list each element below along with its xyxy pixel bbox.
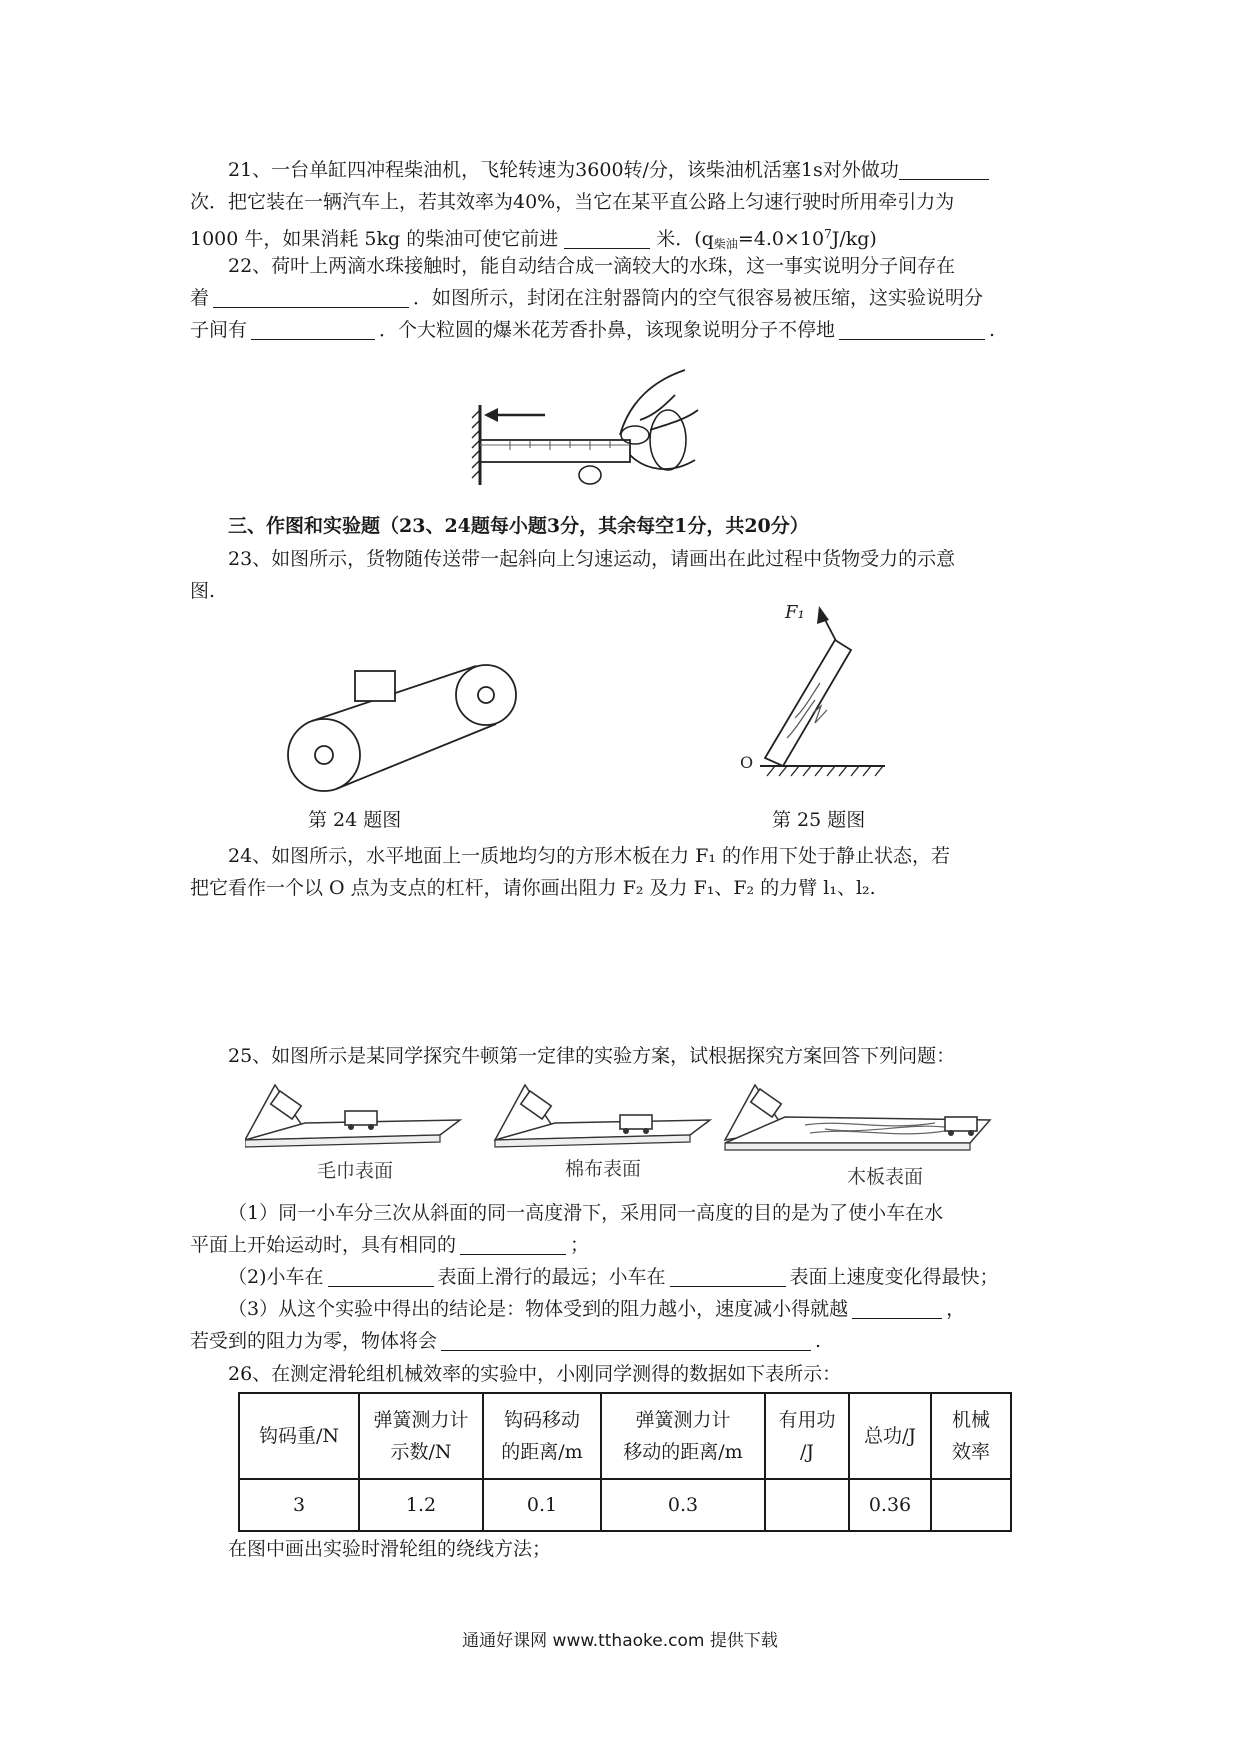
q22-blank2[interactable] <box>251 319 375 340</box>
q22-blank1[interactable] <box>213 287 409 308</box>
q25-p1a: （1）同一小车分三次从斜面的同一高度滑下，采用同一高度的目的是为了使小车在水 <box>228 1202 944 1224</box>
table-header-row <box>239 1393 1011 1479</box>
table-row <box>239 1479 1011 1531</box>
efficiency-data-table <box>238 1392 1012 1532</box>
table-cell: 1.2 <box>359 1479 483 1531</box>
header-cell: 钩码移动 的距离/m <box>483 1393 601 1479</box>
footer: 通通好课网 www.tthaoke.com 提供下载 <box>462 1631 778 1651</box>
q22-line1: 22、荷叶上两滴水珠接触时，能自动结合成一滴较大的水珠，这一事实说明分子间存在 <box>228 255 956 277</box>
q24-line1: 24、如图所示，水平地面上一质地均匀的方形木板在力 F₁ 的作用下处于静止状态，若 <box>228 845 951 867</box>
caption-24: 第 24 题图 <box>308 809 402 831</box>
section3-heading: 三、作图和实验题（23、24题每小题3分，其余每空1分，共20分） <box>228 515 809 537</box>
surface-2-label: 棉布表面 <box>565 1158 642 1180</box>
q25-p1b: 平面上开始运动时，具有相同的 ； <box>190 1234 590 1256</box>
q24-line2: 把它看作一个以 O 点为支点的杠杆，请你画出阻力 F₂ 及力 F₁、F₂ 的力臂 l₁、l₂. <box>190 877 876 899</box>
q25-p3a: （3）从这个实验中得出的结论是：物体受到的阻力越小，速度减小得就越 ， <box>228 1298 966 1320</box>
table-cell-efficiency[interactable] <box>931 1479 1011 1531</box>
q26-intro: 26、在测定滑轮组机械效率的实验中，小刚同学测得的数据如下表所示： <box>228 1363 842 1385</box>
q25-p3c: 若受到的阻力为零，物体将会 . <box>190 1330 822 1352</box>
q25-blank3[interactable] <box>670 1266 786 1287</box>
label-o: O <box>740 753 754 772</box>
table-cell-useful-work[interactable] <box>765 1479 849 1531</box>
q22-line2: 着 ．如图所示，封闭在注射器筒内的空气很容易被压缩，这实验说明分 <box>190 287 984 309</box>
q22-line3: 子间有 ．个大粒圆的爆米花芳香扑鼻，该现象说明分子不停地 . <box>190 319 996 341</box>
q23-line1: 23、如图所示，货物随传送带一起斜向上匀速运动，请画出在此过程中货物受力的示意 <box>228 548 956 570</box>
surface-panel-3 <box>725 1085 990 1188</box>
caption-25: 第 25 题图 <box>772 809 866 831</box>
lever-board-figure <box>725 588 915 788</box>
table-cell: 0.36 <box>849 1479 931 1531</box>
syringe-figure <box>470 360 710 490</box>
header-cell: 钩码重/N <box>239 1393 359 1479</box>
label-f1: F₁ <box>785 602 805 623</box>
q21-line1: 21、一台单缸四冲程柴油机，飞轮转速为3600转/分，该柴油机活塞1s对外做功 <box>190 154 1060 186</box>
surface-panel-1 <box>245 1085 460 1182</box>
header-cell: 机械 效率 <box>931 1393 1011 1479</box>
q23-line2: 图. <box>190 580 216 602</box>
q22-blank3[interactable] <box>839 319 985 340</box>
table-cell: 0.1 <box>483 1479 601 1531</box>
q25-blank1[interactable] <box>460 1234 566 1255</box>
q25-blank2[interactable] <box>328 1266 434 1287</box>
header-cell: 弹簧测力计 移动的距离/m <box>601 1393 765 1479</box>
surface-panel-2 <box>495 1085 710 1180</box>
surface-3-label: 木板表面 <box>847 1166 924 1188</box>
table-cell: 3 <box>239 1479 359 1531</box>
header-cell: 总功/J <box>849 1393 931 1479</box>
q21-line3: 1000 牛，如果消耗 5kg 的柴油可使它前进 米．$(q_{柴油}=4.0\times 10^7J/kg)$ <box>190 227 877 251</box>
q21-blank2[interactable] <box>564 228 650 249</box>
surface-1-label: 毛巾表面 <box>317 1160 394 1182</box>
q25-blank5[interactable] <box>441 1330 811 1351</box>
q25-line1: 25、如图所示是某同学探究牛顿第一定律的实验方案，试根据探究方案回答下列问题： <box>228 1045 956 1067</box>
q25-blank4[interactable] <box>852 1298 942 1319</box>
header-cell: 有用功 /J <box>765 1393 849 1479</box>
q21-blank1[interactable] <box>899 159 989 180</box>
q21-line2: 次．把它装在一辆汽车上，若其效率为40%，当它在某平直公路上匀速行驶时所用牵引力为 <box>190 191 955 213</box>
header-cell: 弹簧测力计 示数/N <box>359 1393 483 1479</box>
newton-experiment-figures <box>245 1075 1005 1190</box>
conveyor-belt-figure <box>280 655 530 795</box>
q26-after: 在图中画出实验时滑轮组的绕线方法； <box>228 1538 552 1560</box>
table-cell: 0.3 <box>601 1479 765 1531</box>
q25-p2: （2)小车在 表面上滑行的最远；小车在 表面上速度变化得最快； <box>228 1266 999 1288</box>
